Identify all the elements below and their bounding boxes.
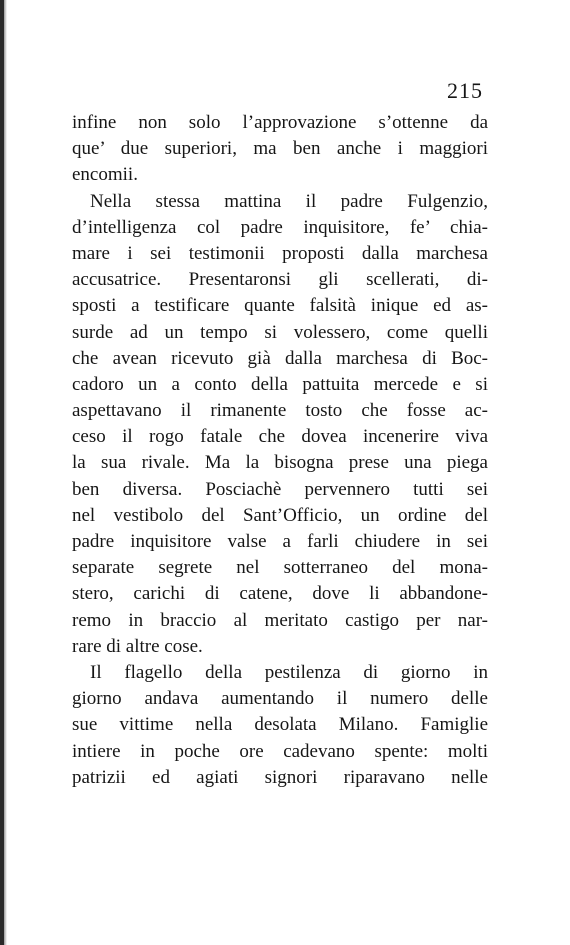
text-line: mare i sei testimonii proposti dalla marchesa [72,242,488,264]
text-line: giorno andava aumentando il numero delle [72,688,488,710]
body-text [72,110,488,791]
paragraph-2 [72,189,488,660]
text-line: rare di altre cose. [72,635,203,657]
text-line: patrizii ed agiati signori riparavano nelle [72,766,488,788]
text-line: intiere in poche ore cadevano spente: molti [72,740,488,762]
text-line: padre inquisitore valse a farli chiudere in sei [72,531,488,552]
text-line: cadoro un a conto della pattuita mercede e si [72,373,488,395]
text-line: surde ad un tempo si volessero, come quelli [72,321,488,343]
text-line: d’intelligenza col padre inquisitore, fe’ chia- [72,216,488,238]
text-line: encomii. [72,164,138,186]
text-line: nel vestibolo del Sant’Officio, un ordine del [72,504,488,526]
text-line: sposti a testificare quante falsità inique ed as- [72,295,488,317]
paragraph-3 [72,660,488,791]
text-line: separate segrete nel sotterraneo del mona- [72,557,488,579]
paragraph-1 [72,110,488,189]
text-line: aspettavano il rimanente tosto che fosse ac- [72,400,488,422]
text-line: Il flagello della pestilenza di giorno in [90,661,488,683]
spine-shadow [4,0,7,945]
text-line: Nella stessa mattina il padre Fulgenzio, [90,190,488,212]
text-line: ben diversa. Posciachè pervennero tutti sei [72,478,488,500]
text-line: remo in braccio al meritato castigo per nar- [72,609,488,631]
text-line: que’ due superiori, ma ben anche i maggiori [72,138,488,160]
text-line: infine non solo l’approvazione s’ottenne da [72,112,488,133]
text-line: accusatrice. Presentaronsi gli scellerati, di- [72,269,488,291]
text-line: la sua rivale. Ma la bisogna prese una piega [72,452,488,474]
page-number: 215 [447,78,483,103]
text-line: che avean ricevuto già dalla marchesa di Boc- [72,347,488,369]
text-line: ceso il rogo fatale che dovea incenerire viva [72,426,488,448]
text-line: stero, carichi di catene, dove li abbandone- [72,583,488,605]
text-line: sue vittime nella desolata Milano. Famiglie [72,714,488,736]
